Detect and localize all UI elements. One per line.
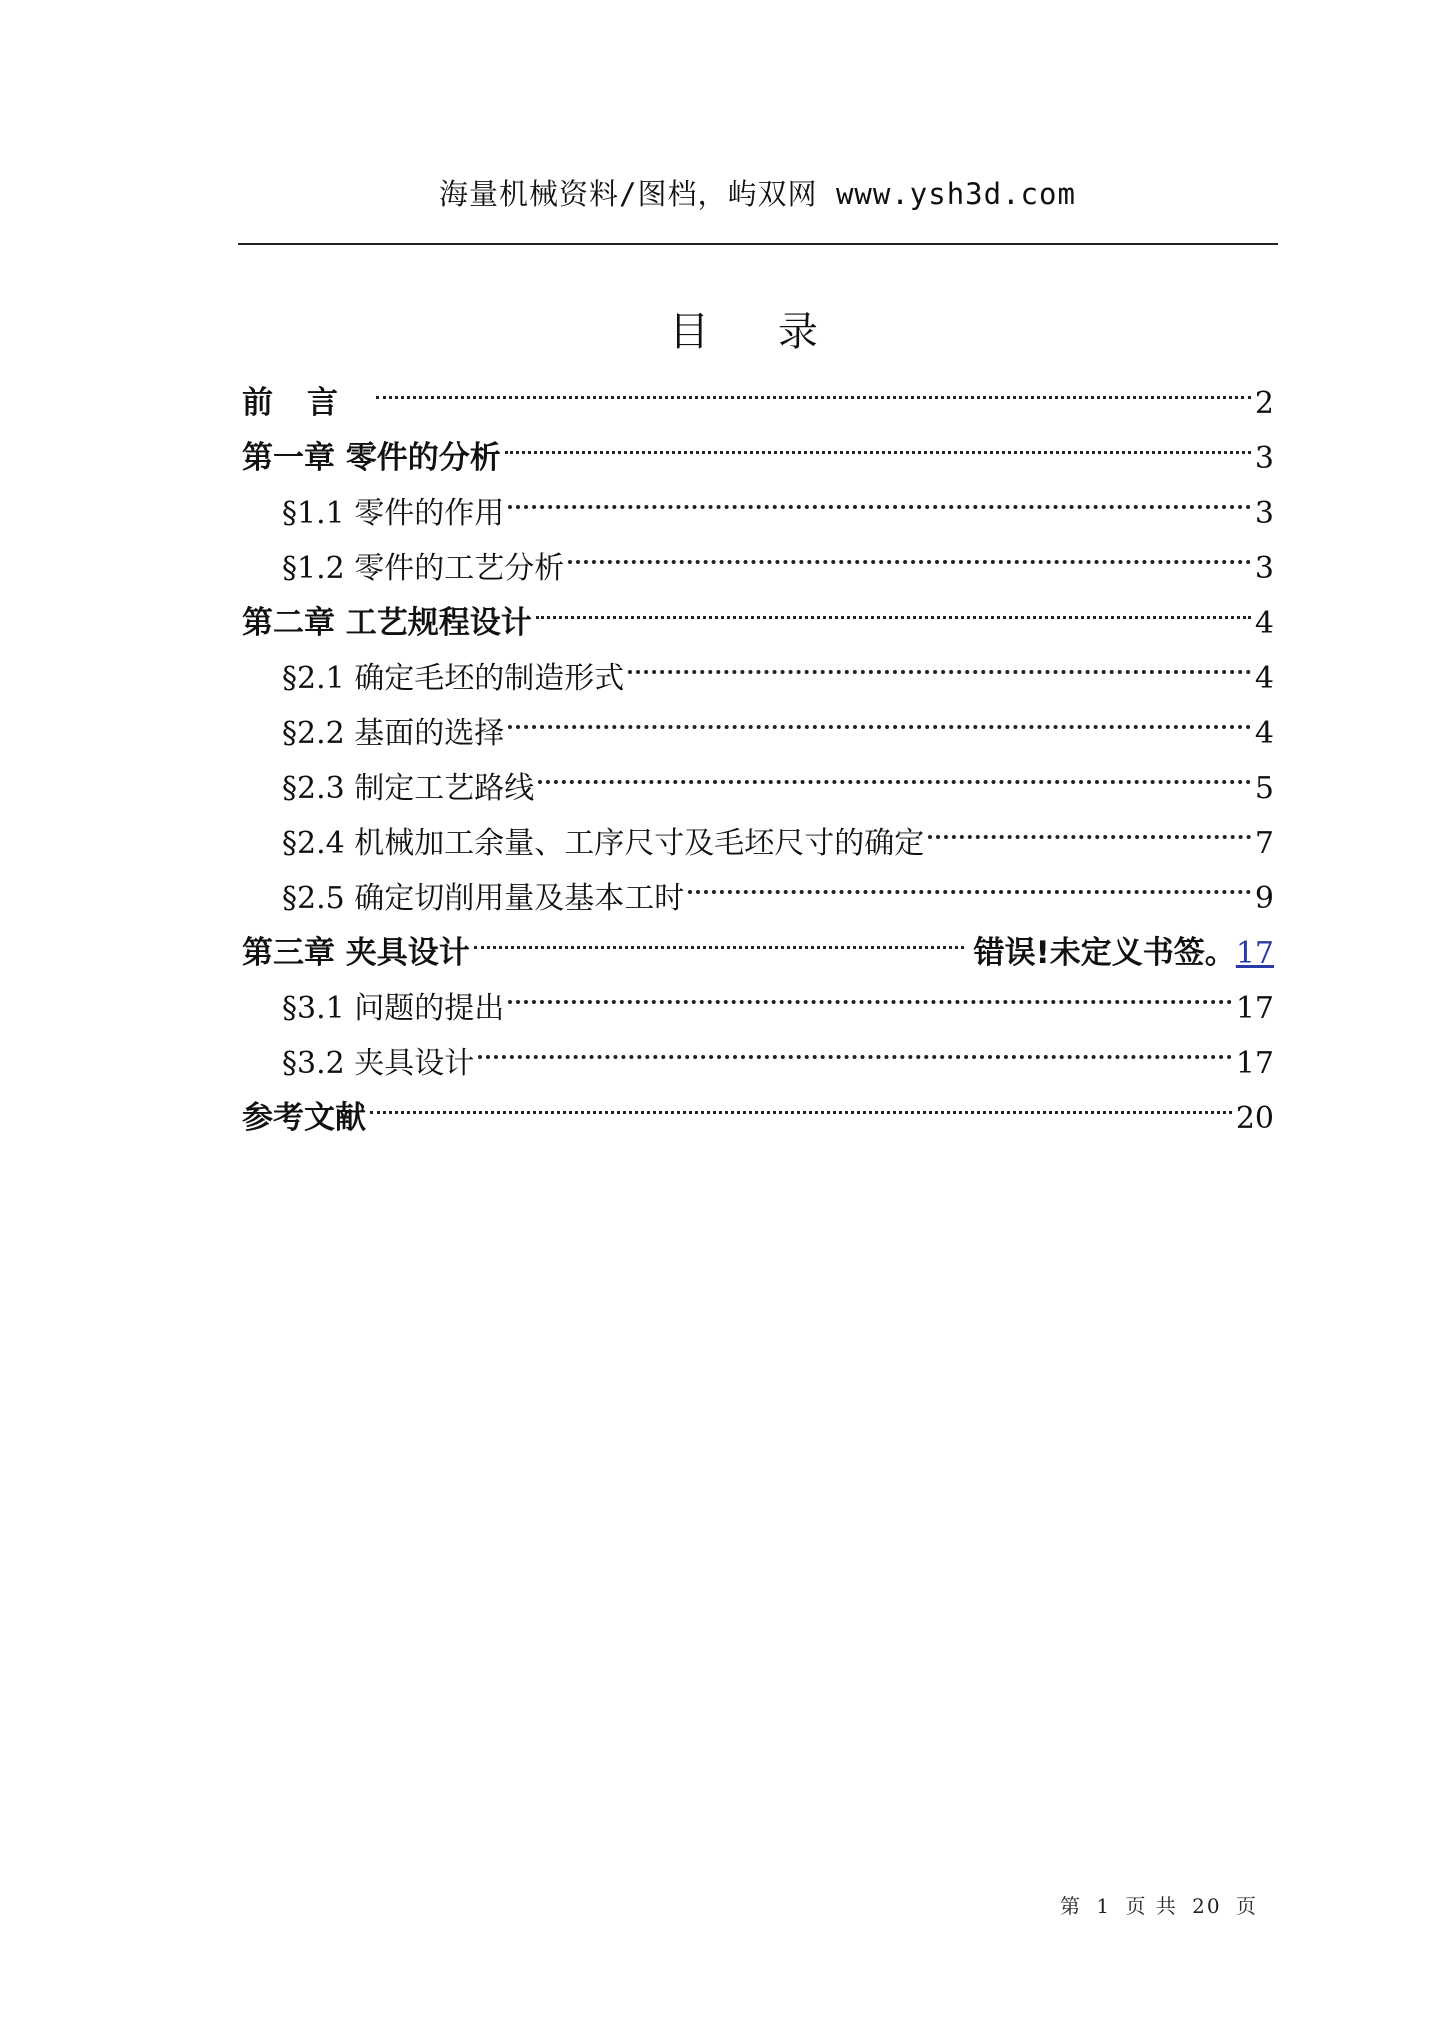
toc-leader-dots — [478, 1018, 1232, 1073]
toc-entry-page: 7 — [1254, 826, 1274, 861]
toc-entry-page: 20 — [1235, 1101, 1274, 1136]
toc-leader-dots — [474, 908, 964, 963]
footer-suffix: 页 — [1235, 1894, 1258, 1918]
footer-current-page: 1 — [1096, 1894, 1112, 1918]
footer-prefix: 第 — [1060, 1894, 1082, 1918]
toc-entry-label: §2.4 机械加工余量、工序尺寸及毛坯尺寸的确定 — [282, 826, 925, 861]
toc-entry-page: 3 — [1254, 496, 1274, 531]
bookmark-error-text: 错误!未定义书签。 — [973, 935, 1236, 971]
page-header: 海量机械资料/图档，屿双网 www.ysh3d.com — [439, 177, 1076, 211]
toc-entry-label: 第二章 工艺规程设计 — [242, 605, 532, 641]
toc-entry-page: 4 — [1254, 606, 1274, 641]
toc-leader-dots — [370, 1073, 1232, 1128]
toc-entry-label: §2.2 基面的选择 — [282, 716, 505, 751]
footer-middle: 页 共 — [1125, 1894, 1178, 1918]
toc-leader-dots — [928, 798, 1251, 853]
toc-leader-dots — [508, 688, 1251, 743]
toc-entry-label: 前言 — [242, 385, 372, 421]
toc-entry-references[interactable] — [242, 1073, 1274, 1136]
toc-entry-label: §2.3 制定工艺路线 — [282, 771, 535, 806]
toc-entry-page: 4 — [1254, 661, 1274, 696]
toc-entry-label: §2.5 确定切削用量及基本工时 — [282, 881, 685, 916]
toc-leader-dots — [688, 853, 1251, 908]
toc-leader-dots — [505, 413, 1251, 468]
toc-entry-label: §1.2 零件的工艺分析 — [282, 551, 565, 586]
toc-entry-page: 3 — [1254, 551, 1274, 586]
toc-entry-page: 4 — [1254, 716, 1274, 751]
toc-leader-dots — [538, 743, 1251, 798]
toc-entry-page: 3 — [1254, 441, 1274, 476]
toc-entry-page: 17 — [1235, 1046, 1274, 1081]
toc-entry-page: 9 — [1254, 881, 1274, 916]
toc-page-link[interactable]: 17 — [1235, 936, 1274, 971]
toc-entry-label: §3.2 夹具设计 — [282, 1046, 475, 1081]
toc-entry-preface[interactable] — [242, 358, 1274, 421]
toc-entry-label: §3.1 问题的提出 — [282, 991, 505, 1026]
table-of-contents — [242, 358, 1274, 1136]
toc-entry-chapter-1[interactable] — [242, 413, 1274, 476]
toc-leader-dots — [508, 468, 1251, 523]
toc-leader-dots — [536, 578, 1251, 633]
toc-leader-dots — [568, 523, 1251, 578]
page-footer — [1060, 1890, 1264, 1919]
toc-entry-label: 第三章 夹具设计 — [242, 935, 470, 971]
header-divider — [238, 243, 1278, 245]
toc-entry-page: 17 — [1235, 991, 1274, 1026]
toc-entry-page: 5 — [1254, 771, 1274, 806]
toc-entry-page: 2 — [1254, 386, 1274, 421]
toc-entry-label: 第一章 零件的分析 — [242, 440, 501, 476]
toc-leader-dots — [376, 358, 1251, 413]
toc-leader-dots — [508, 963, 1232, 1018]
toc-entry-label: §2.1 确定毛坯的制造形式 — [282, 661, 625, 696]
toc-entry-label: §1.1 零件的作用 — [282, 496, 505, 531]
toc-entry-label: 参考文献 — [242, 1100, 366, 1136]
footer-total-pages: 20 — [1192, 1894, 1222, 1918]
toc-leader-dots — [628, 633, 1251, 688]
toc-title: 目 录 — [669, 309, 846, 355]
